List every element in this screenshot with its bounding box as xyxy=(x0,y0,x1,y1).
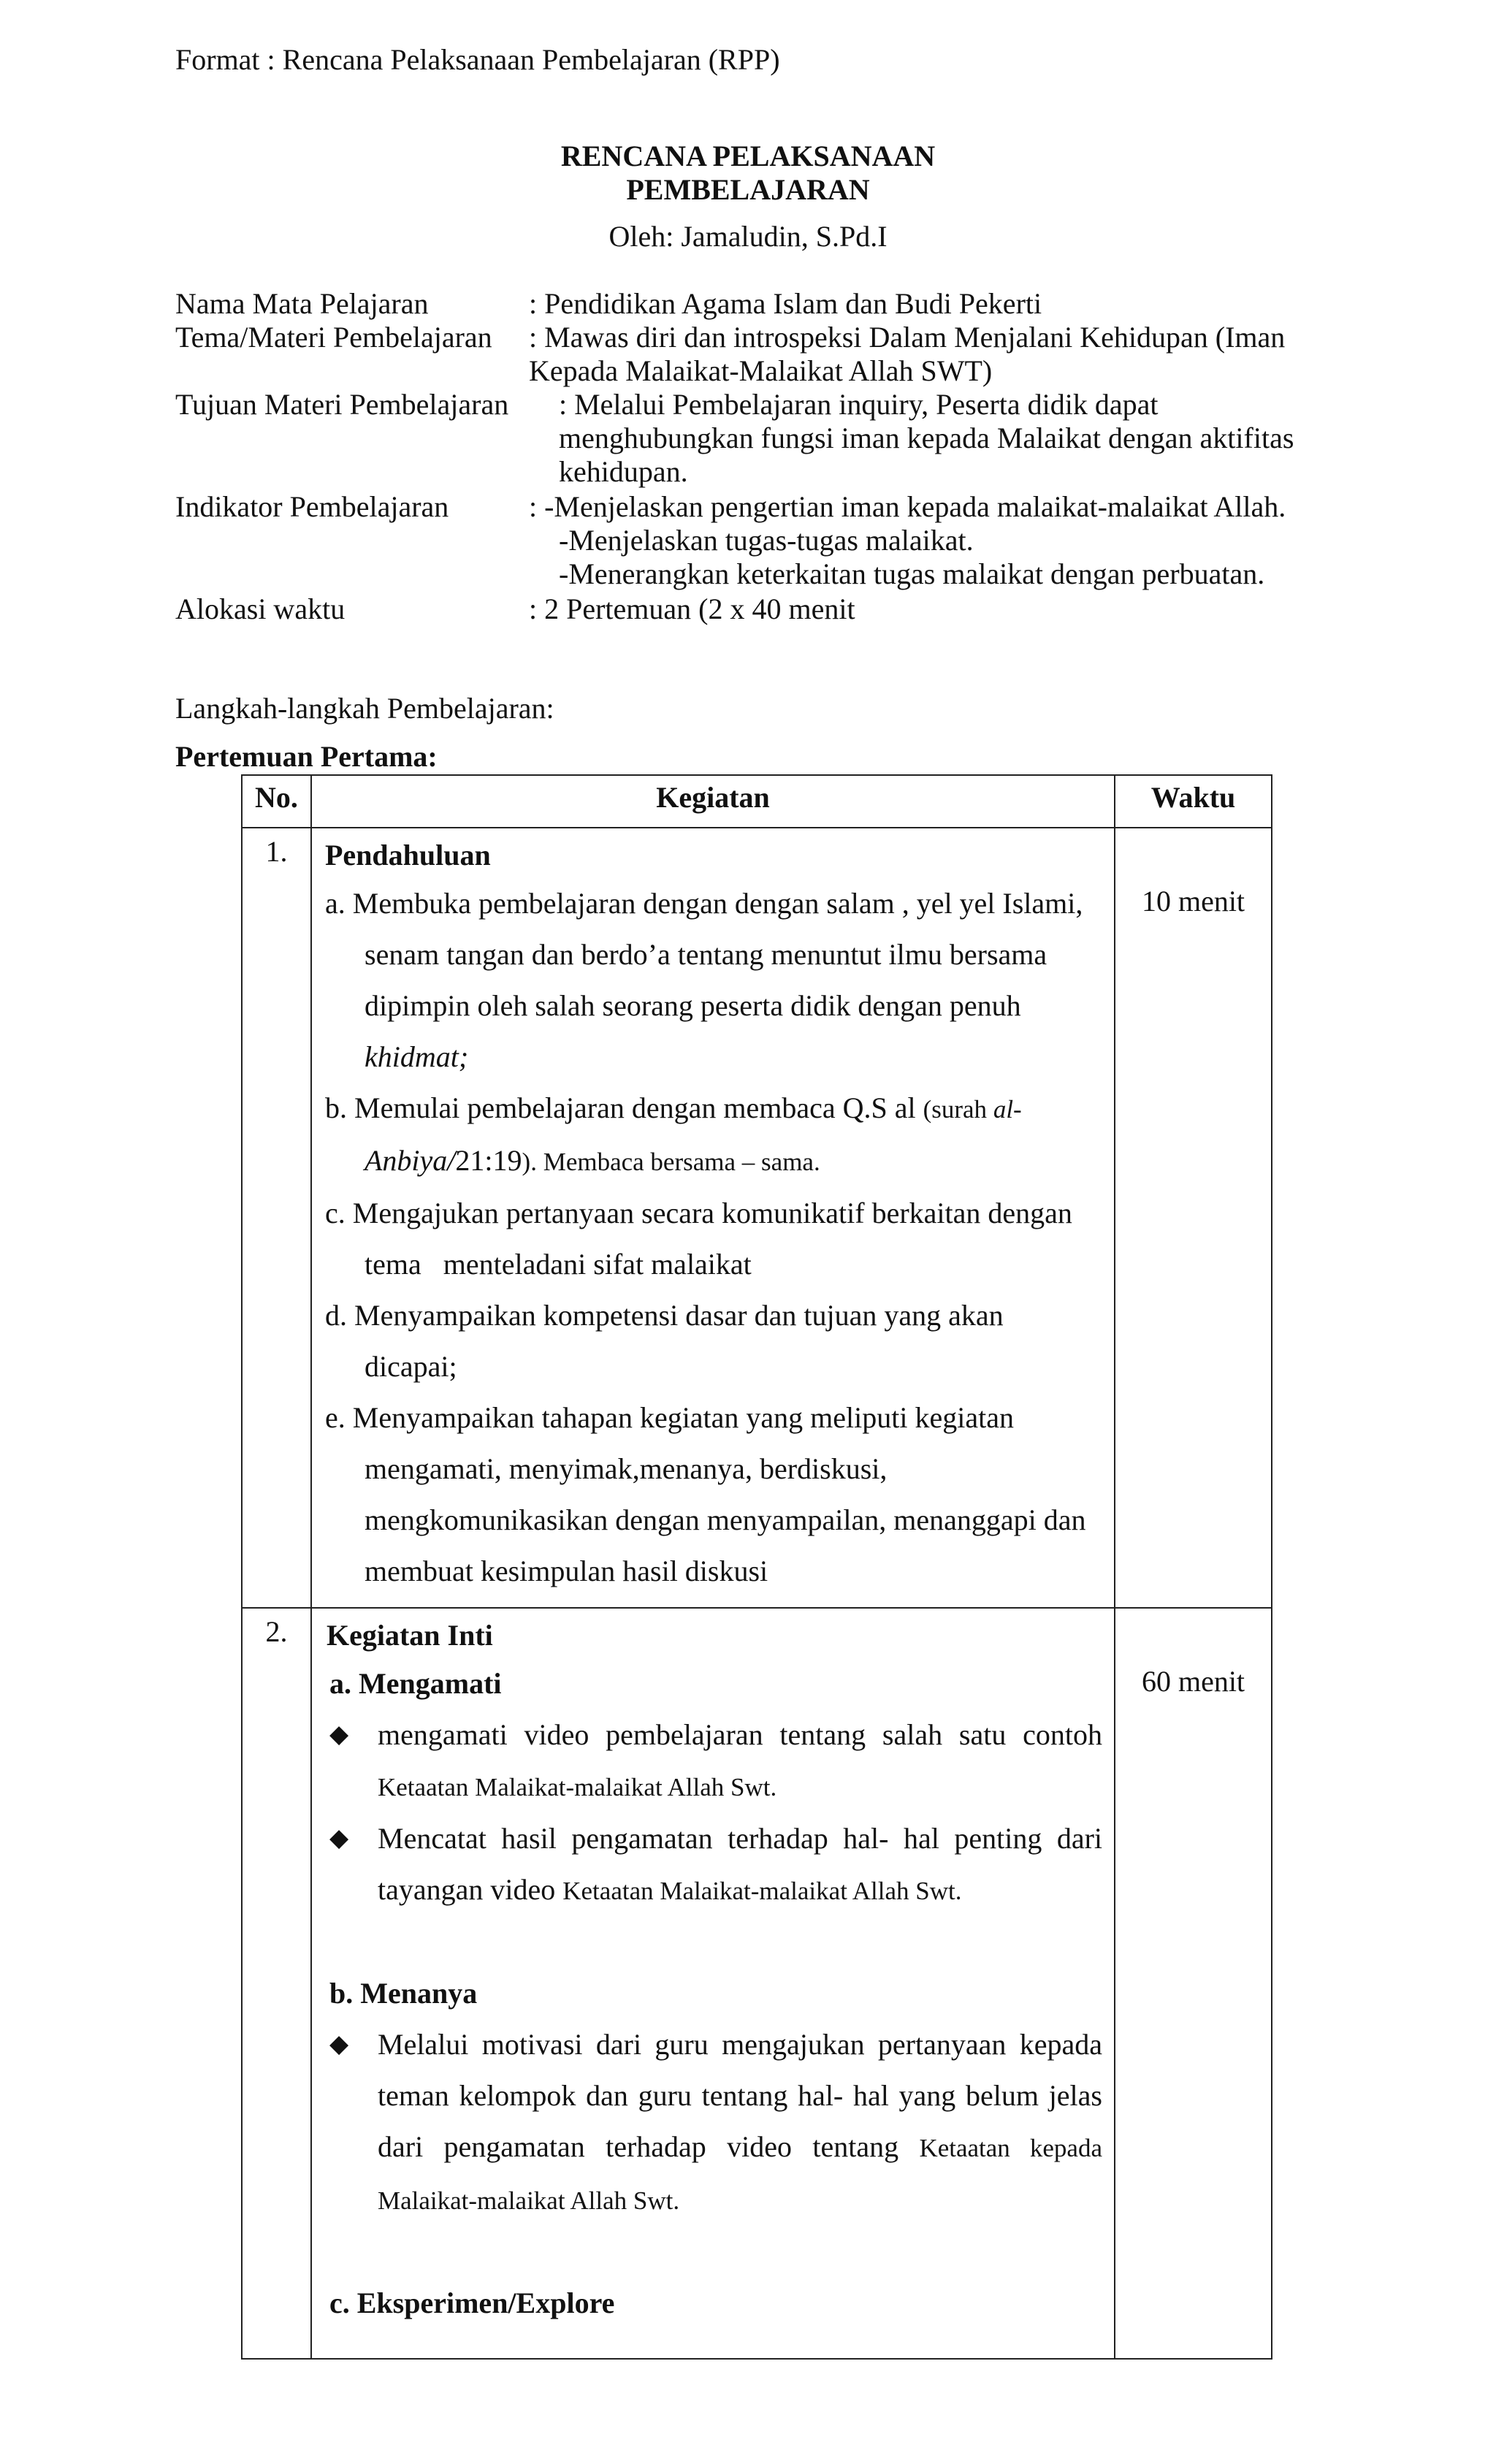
menanya-1-main: Melalui motivasi dari guru mengajukan pertanyaan kepada teman kelompok dan guru tentang hal- hal yang belum jelas dari pengamatan terhadap video tentang xyxy=(378,2028,1102,2163)
row1-heading: Pendahuluan xyxy=(325,839,491,871)
tema-value-2: Kepada Malaikat-Malaikat Allah SWT) xyxy=(529,354,993,387)
activity-table xyxy=(241,774,1272,2360)
indikator-3: -Menerangkan keterkaitan tugas malaikat dengan perbuatan. xyxy=(559,557,1265,590)
tema-label: Tema/Materi Pembelajaran xyxy=(175,321,492,354)
table-row xyxy=(242,1608,1272,2359)
row1-kegiatan xyxy=(311,828,1115,1608)
diamond-bullet-icon: ◆ xyxy=(329,1721,349,1748)
row1-b-1-italic: al- xyxy=(993,1095,1022,1124)
header-waktu: Waktu xyxy=(1115,775,1272,828)
mengamati-1-main: mengamati video pembelajaran tentang salah satu contoh xyxy=(378,1718,1102,1751)
row1-b-2-small: ). Membaca bersama – sama. xyxy=(522,1148,820,1176)
row1-b-2 xyxy=(325,1135,1107,1188)
doc-title-line1: RENCANA PELAKSANAAN xyxy=(560,140,936,172)
row1-c-2: tema menteladani sifat malaikat xyxy=(365,1248,752,1281)
header-no: No. xyxy=(242,775,311,828)
row2-waktu: 60 menit xyxy=(1115,1608,1272,2359)
table-header-row xyxy=(242,775,1272,828)
row1-b-1 xyxy=(325,1083,1107,1135)
alokasi-label: Alokasi waktu xyxy=(175,592,346,625)
tujuan-value-2: menghubungkan fungsi iman kepada Malaikat dengan aktifitas xyxy=(559,422,1294,454)
mengamati-title: a. Mengamati xyxy=(329,1667,502,1700)
mapel-value: : Pendidikan Agama Islam dan Budi Pekerti xyxy=(529,287,1042,320)
doc-title-line2: PEMBELAJARAN xyxy=(626,173,870,206)
row1-b-2-rest: 21:19 xyxy=(455,1144,522,1177)
row1-e-2: mengamati, menyimak,menanya, berdiskusi, xyxy=(365,1452,888,1485)
diamond-bullet-icon: ◆ xyxy=(329,2031,349,2058)
tujuan-value-1: : Melalui Pembelajaran inquiry, Peserta didik dapat xyxy=(559,388,1159,421)
row1-no: 1. xyxy=(242,828,311,1608)
diamond-bullet-icon: ◆ xyxy=(329,1825,349,1852)
indikator-label: Indikator Pembelajaran xyxy=(175,490,449,523)
row1-b-1-small: (surah xyxy=(923,1095,993,1124)
row1-waktu: 10 menit xyxy=(1115,828,1272,1608)
row1-e-1: e. Menyampaikan tahapan kegiatan yang meliputi kegiatan xyxy=(325,1401,1014,1434)
row1-d-1: d. Menyampaikan kompetensi dasar dan tujuan yang akan xyxy=(325,1299,1004,1332)
row1-d-2: dicapai; xyxy=(365,1350,457,1383)
row1-e-3: mengkomunikasikan dengan menyampailan, menanggapi dan xyxy=(365,1503,1086,1536)
mengamati-2-main: Mencatat hasil pengamatan terhadap hal- hal penting dari tayangan video xyxy=(378,1822,1102,1906)
indikator-2: -Menjelaskan tugas-tugas malaikat. xyxy=(559,524,974,557)
tujuan-value-3: kehidupan. xyxy=(559,455,688,488)
table-row xyxy=(242,828,1272,1608)
tema-value-1: : Mawas diri dan introspeksi Dalam Menjalani Kehidupan (Iman xyxy=(529,321,1286,354)
row1-a-4: khidmat; xyxy=(365,1040,469,1073)
format-line: Format : Rencana Pelaksanaan Pembelajaran (RPP) xyxy=(175,43,780,76)
mengamati-bullet-1 xyxy=(327,1709,1102,1813)
pertemuan-title: Pertemuan Pertama: xyxy=(175,740,438,773)
eksperimen-title: c. Eksperimen/Explore xyxy=(329,2286,615,2319)
row1-b-2-italic: Anbiya/ xyxy=(365,1144,456,1177)
row1-b-1-text: b. Memulai pembelajaran dengan membaca Q.S al xyxy=(325,1091,923,1124)
row2-no: 2. xyxy=(242,1608,311,2359)
menanya-title: b. Menanya xyxy=(329,1977,478,2010)
tujuan-label: Tujuan Materi Pembelajaran xyxy=(175,388,509,421)
mengamati-bullet-2 xyxy=(327,1813,1102,1917)
row1-a-2: senam tangan dan berdo’a tentang menuntut ilmu bersama xyxy=(365,938,1047,971)
row1-a-1: a. Membuka pembelajaran dengan dengan salam , yel yel Islami, xyxy=(325,887,1083,920)
mengamati-2-small: Ketaatan Malaikat-malaikat Allah Swt. xyxy=(562,1877,962,1905)
row2-kegiatan xyxy=(311,1608,1115,2359)
row1-c-1: c. Mengajukan pertanyaan secara komunikatif berkaitan dengan xyxy=(325,1197,1072,1229)
author-line: Oleh: Jamaludin, S.Pd.I xyxy=(608,220,888,253)
langkah-title: Langkah-langkah Pembelajaran: xyxy=(175,692,554,725)
row2-heading: Kegiatan Inti xyxy=(327,1619,493,1652)
indikator-1: : -Menjelaskan pengertian iman kepada malaikat-malaikat Allah. xyxy=(529,490,1286,523)
alokasi-value: : 2 Pertemuan (2 x 40 menit xyxy=(529,592,855,625)
mapel-label: Nama Mata Pelajaran xyxy=(175,287,429,320)
menanya-bullet-1 xyxy=(327,2019,1102,2227)
header-kegiatan: Kegiatan xyxy=(311,775,1115,828)
menanya-1-small: Ketaatan kepada Malaikat-malaikat Allah Swt. xyxy=(378,2134,1102,2215)
row1-a-3: dipimpin oleh salah seorang peserta didik dengan penuh xyxy=(365,989,1021,1022)
row1-e-4: membuat kesimpulan hasil diskusi xyxy=(365,1555,768,1587)
mengamati-1-small: Ketaatan Malaikat-malaikat Allah Swt. xyxy=(378,1773,777,1801)
